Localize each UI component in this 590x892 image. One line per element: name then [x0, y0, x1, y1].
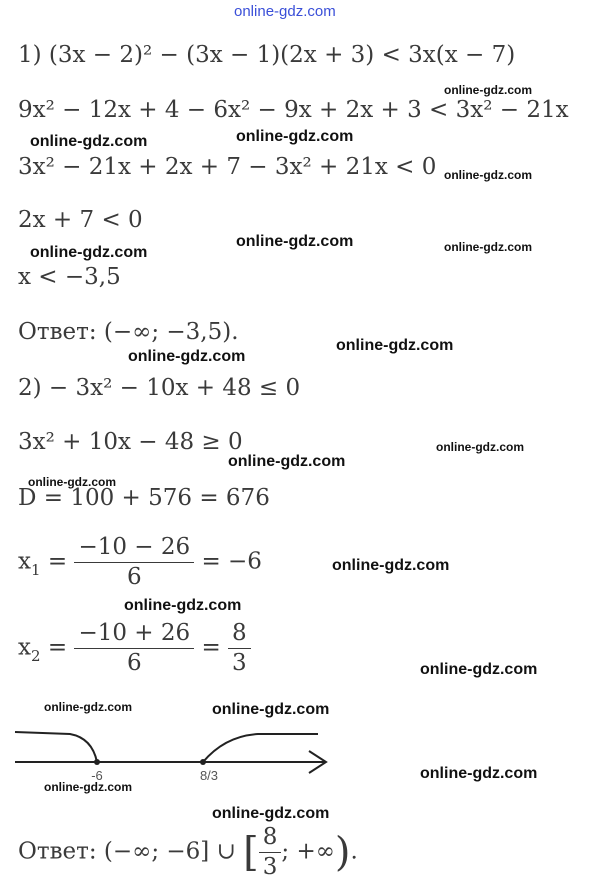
x2-numerator: −10 + 26	[74, 622, 194, 649]
x1-var: x	[18, 548, 31, 575]
line-2: 9x² − 12x + 4 − 6x² − 9x + 2x + 3 < 3x² − 21x	[18, 97, 569, 123]
line-3: 3x² − 21x + 2x + 7 − 3x² + 21x < 0	[18, 154, 437, 180]
watermark: online-gdz.com	[212, 701, 330, 718]
watermark: online-gdz.com	[436, 440, 524, 454]
watermark: online-gdz.com	[212, 805, 330, 822]
x1-eq: =	[47, 548, 68, 575]
x2-denominator: 6	[126, 650, 142, 676]
watermark: online-gdz.com	[44, 780, 132, 794]
x1-numerator: −10 − 26	[74, 536, 194, 563]
number-line	[0, 718, 340, 788]
left-region-arc	[15, 732, 97, 762]
watermark: online-gdz.com	[128, 348, 246, 365]
x2-formula	[18, 622, 251, 675]
line-9: D = 100 + 576 = 676	[18, 485, 270, 511]
x1-sub: 1	[30, 560, 41, 579]
watermark: online-gdz.com	[236, 233, 354, 250]
x1-fraction	[74, 536, 194, 589]
watermark: online-gdz.com	[444, 168, 532, 182]
answer2-rest: ; +∞	[281, 838, 335, 865]
line-5: x < −3,5	[18, 264, 121, 290]
line-4: 2x + 7 < 0	[18, 207, 143, 233]
x2-result-denominator: 3	[232, 650, 247, 676]
x2-result-fraction	[228, 622, 251, 675]
answer2-numerator: 8	[259, 826, 282, 853]
x2-eq2: =	[201, 634, 221, 661]
answer2-fraction	[259, 826, 282, 879]
watermark: online-gdz.com	[30, 244, 148, 261]
x2-result-numerator: 8	[228, 622, 251, 649]
x2-fraction	[74, 622, 194, 675]
watermark: online-gdz.com	[124, 597, 242, 614]
x2-var: x	[18, 634, 31, 661]
answer-2	[18, 826, 358, 879]
x1-formula	[18, 536, 262, 589]
point-right	[200, 759, 206, 765]
answer2-left-bracket: [	[243, 829, 259, 876]
right-region-arc	[203, 734, 318, 762]
label-left: -6	[91, 768, 103, 783]
watermark: online-gdz.com	[44, 700, 132, 714]
watermark: online-gdz.com	[444, 83, 532, 97]
line-7: 2) − 3x² − 10x + 48 ≤ 0	[18, 375, 301, 401]
answer2-dot: .	[350, 838, 358, 865]
watermark: online-gdz.com	[228, 453, 346, 470]
label-right: 8/3	[199, 768, 219, 783]
watermark: online-gdz.com	[30, 133, 148, 150]
x2-eq: =	[47, 634, 68, 661]
watermark: online-gdz.com	[236, 128, 354, 145]
watermark: online-gdz.com	[332, 557, 450, 574]
answer2-prefix: Ответ: (−∞; −6] ∪	[18, 838, 244, 865]
x1-result: = −6	[201, 548, 262, 575]
watermark: online-gdz.com	[444, 240, 532, 254]
line-1: 1) (3x − 2)² − (3x − 1)(2x + 3) < 3x(x − 7)	[18, 42, 516, 68]
line-8: 3x² + 10x − 48 ≥ 0	[18, 429, 243, 455]
point-left	[94, 759, 100, 765]
watermark: online-gdz.com	[420, 661, 538, 678]
line-6: Ответ: (−∞; −3,5).	[18, 319, 239, 345]
answer2-right-bracket: )	[334, 829, 351, 876]
watermark: online-gdz.com	[420, 765, 538, 782]
watermark: online-gdz.com	[28, 475, 116, 489]
watermark: online-gdz.com	[336, 337, 454, 354]
x2-sub: 2	[30, 646, 41, 665]
watermark-top[interactable]: online-gdz.com	[234, 3, 336, 20]
x1-denominator: 6	[126, 564, 142, 590]
answer2-denominator: 3	[262, 854, 278, 880]
